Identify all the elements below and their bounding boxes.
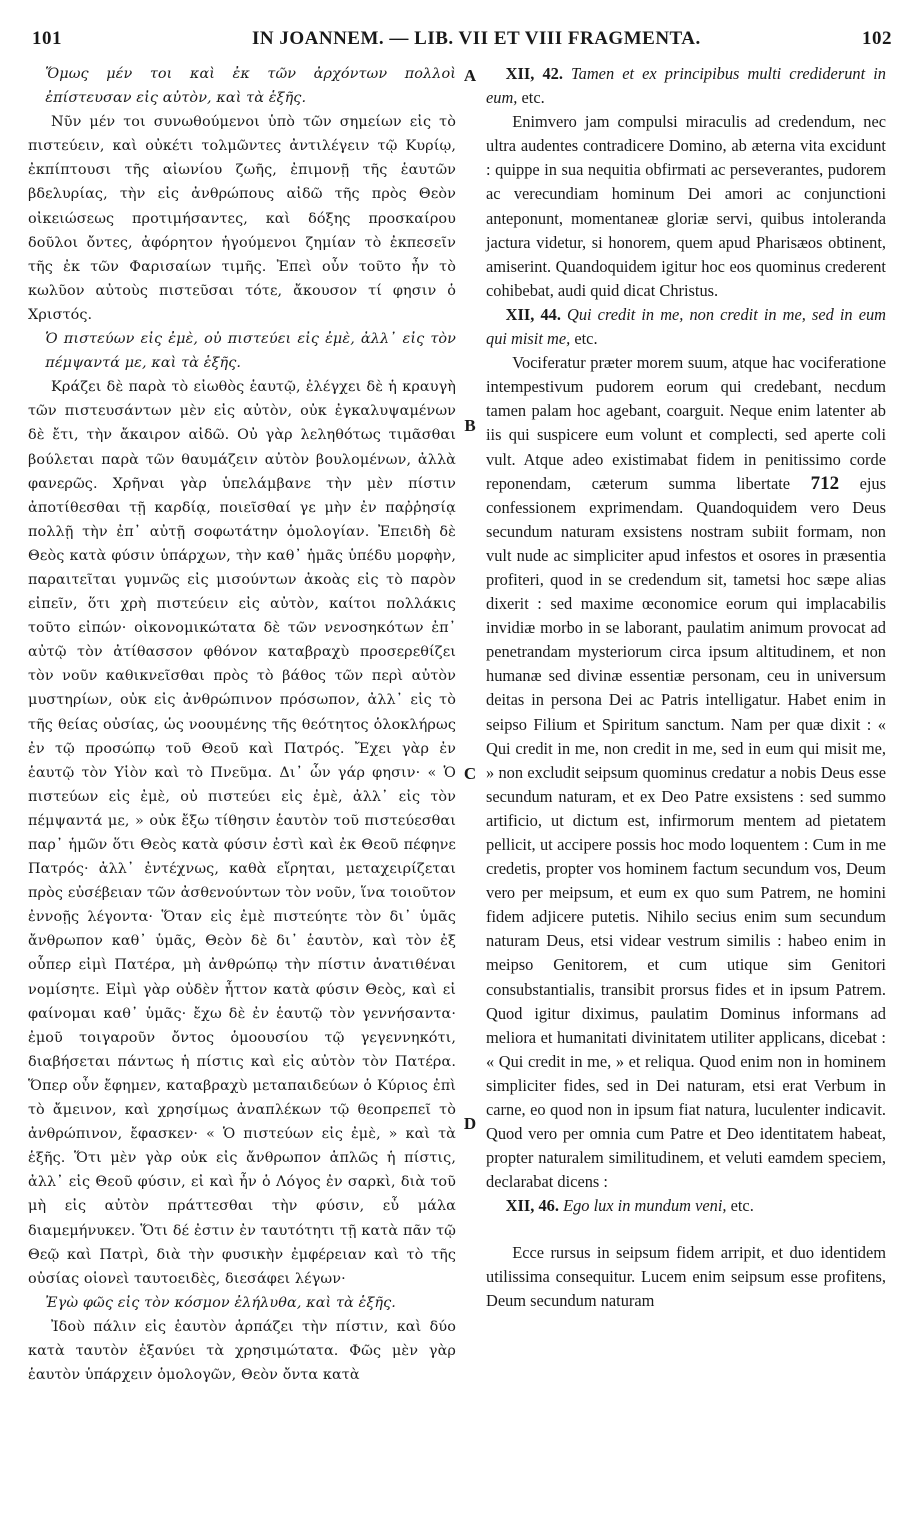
greek-paragraph: Ἰδοὺ πάλιν εἰς ἑαυτὸν ἁρπάζει τὴν πίστιν, καὶ δύο κατὰ ταυτὸν ἐξανύει τὰ χρησιμώτατα. Φῶς μὲν γὰρ ἑαυτὸν ὑπάρχειν ὁμολογῶν, Θεὸν ὄντα κατὰ (28, 1318, 456, 1384)
margin-letter-b: B (464, 416, 476, 435)
latin-paragraph (486, 351, 886, 1194)
greek-paragraph: Νῦν μέν τοι συνωθούμενοι ὑπὸ τῶν σημείων εἰς τὸ πιστεύειν, καὶ οὐκέτι τολμῶντες ἀντιλέγειν τῷ Κυρίῳ, ἐκπίπτουσι τῆς αἰωνίου ζωῆς, ἐπιμονῇ τῆς ἑαυτῶν βδελυρίας, τὴν εἰς ἀνθρώπους αἰδῶ τῆς πρὸς Θεὸν οἰκειώσεως προτιμήσαντες, καὶ δόξης προσκαίρου δοῦλοι ὄντες, ἀφόρητον ἡγούμενοι ζημίαν τὸ ἐκπεσεῖν τῆς ἐκ τῶν Φαρισαίων τιμῆς. Ἐπεὶ οὖν τοῦτο ἦν τὸ κωλῦον αὐτοὺς πιστεῦσαι τότε, ἄκουσον τί φησιν ὁ Χριστός. (28, 114, 456, 323)
latin-lemma (486, 62, 886, 110)
latin-column (486, 62, 886, 1313)
lemma-etc: etc. (730, 1196, 754, 1216)
page-number-right: 102 (862, 28, 892, 49)
margin-letter-a: A (463, 66, 477, 85)
greek-lemma-text: Ὅμως μέν τοι καὶ ἐκ τῶν ἀρχόντων πολλοὶ ἐπίστευσαν εἰς αὐτὸν, καὶ τὰ ἑξῆς. (45, 66, 456, 107)
latin-lemma-text: Qui credit in me, non credit in me, sed in eum qui misit me, (486, 304, 886, 349)
running-title: IN JOANNEM. — LIB. VII ET VIII FRAGMENTA. (252, 28, 701, 49)
latin-lemma (486, 1194, 886, 1218)
latin-lemma-text: Ego lux in mundum veni, (563, 1196, 727, 1216)
greek-lemma (28, 1291, 456, 1315)
page-header (32, 28, 892, 64)
latin-paragraph: Enimvero jam compulsi miraculis ad credendum, nec ultra audentes contradicere Domino, ab æterna vita excidunt : quippe in sua nequitia obfirmati ac perseverantes, pudorem ac verecundiam hominum Dei amori ac conjunctioni anteponunt, momentaneæ gloriæ servi, quibus intoleranda jactura videtur, si honorem, quem apud Pharisæos obtinent, amiserint. Quandoquidem igitur hoc eos quominus crederent cohibebat, audi quid dicat Christus. (486, 112, 886, 300)
verse-reference: XII, 46. (505, 1196, 559, 1216)
latin-lemma (486, 303, 886, 351)
page-number-left: 101 (32, 28, 62, 49)
greek-lemma (28, 62, 456, 110)
margin-letter-d: D (463, 1114, 477, 1133)
greek-paragraph: Κράζει δὲ παρὰ τὸ εἰωθὸς ἑαυτῷ, ἐλέγχει δὲ ἡ κραυγὴ τῶν πιστευσάντων μὲν εἰς αὐτὸν, οὐκ ἐγκαλυψαμένων δὲ ἔτι, τὴν ἄκαιρον αἰδῶ. Οὐ γὰρ λεληθότως τιμᾶσθαι βούλεται παρὰ τῶν θαυμάζειν αὐτὸν βουλομένων, ἀλλὰ φανερῶς. Χρῆναι γὰρ ὑπελάμβανε τὴν μὲν πίστιν ἀποτίθεσθαι τῇ καρδίᾳ, ποιεῖσθαί γε μὴν ἐν παῤῥησίᾳ πολλῇ τὴν ἐπ᾽ αὐτῇ σοφωτάτην ὁμολογίαν. Ἐπειδὴ δὲ Θεὸς κατὰ φύσιν ὑπάρχων, τὴν καθ᾽ ἡμᾶς ὑπέδυ μορφὴν, παραιτεῖται γυμνῶς εἰς μισούντων ἀκοὰς εἰς τὸ παρὸν εἰπεῖν, ὅτι χρὴ πιστεύειν εἰς αὐτὸν, καίτοι πολλάκις τοῦτο εἰπών· οἰκονομικώτατα δὲ τῶν νενοσηκότων ἐπ᾽ αὐτῷ τὸν ἀτίθασσον φθόνον καταβραχὺ προσερεθίζει τὸν νοῦν καθικνεῖσθαι πρὸς τὸ βάθος τῶν περὶ αὐτὸν μυστηρίων, οὐκ εἰς ἀνθρώπινον πρόσωπον, ἀλλ᾽ εἰς τὸ τῆς θείας οὐσίας, ὡς νοουμένης τῆς θεότητος ὁλοκλήρως ἐν τῷ προσώπῳ τοῦ Θεοῦ καὶ Πατρός. Ἔχει γὰρ ἐν ἑαυτῷ τὸν Υἱὸν καὶ τὸ Πνεῦμα. Δι᾽ ὧν γάρ φησιν· « Ὁ πιστεύων εἰς ἐμὲ, οὐ πιστεύει εἰς ἐμὲ, ἀλλ᾽ εἰς τὸν πέμψαντά με, » οὐκ ἔξω τίθησιν ἑαυτὸν τοῦ πιστεύεσθαι παρ᾽ ἡμῶν ὅτι Θεὸς κατὰ φύσιν ἐστὶ καὶ ἐκ Θεοῦ πέφηνε Πατρός· ἀλλ᾽ ἐντέχνως, καθὰ εἴρηται, μεταχειρίζεται πρὸς εὐσέβειαν τῶν ἀσθενούντων τὸν νοῦν, ἵνα τοιοῦτον ἐννοῇς λέγοντα· Ὅταν εἰς ἐμὲ πιστεύητε τὸν δι᾽ ὑμᾶς ἄνθρωπον καθ᾽ ὑμᾶς, Θεὸν δὲ δι᾽ ἑαυτὸν, καὶ τὸν ἐξ οὗπερ εἰμὶ Πατέρα, μὴ ἀνθρώπῳ τὴν πίστιν ἀνατιθέναι νομίσητε. Εἰμὶ γὰρ οὐδὲν ἧττον κατὰ φύσιν Θεὸς, καὶ εἰ φαίνομαι καθ᾽ ὑμᾶς· ἔχω δὲ ἐν ἑαυτῷ τὸν γεννήσαντα· ἐμοῦ τοιγαροῦν ὄντος ὁμοουσίου τῷ γεγεννηκότι, διαβήσεται πάντως ἡ πίστις καὶ εἰς αὐτὸν τὸν Πατέρα. Ὅπερ οὖν ἔφημεν, καταβραχὺ μεταπαιδεύων ὁ Κύριος ἐπὶ τὸ ἄμεινον, καὶ χρησίμως ἀναπλέκων τῷ θεοπρεπεῖ τὸ ἀνθρώπινον, ἔφασκεν· « Ὁ πιστεύων εἰς ἐμὲ, » καὶ τὰ ἑξῆς. Ὅτι μὲν γὰρ οὐκ εἰς ἄνθρωπον ἁπλῶς ἡ πίστις, ἀλλ᾽ εἰς Θεοῦ φύσιν, εἰ καὶ ἦν ὁ Λόγος ἐν σαρκὶ, διὰ τοῦ μὴ εἰς αὐτὸν πράττεσθαι τὴν φύσιν, εὖ μάλα διαμεμήνυκεν. Ὅτι δέ ἐστιν ἐν ταυτότητι τῇ κατὰ πᾶν τῷ Θεῷ καὶ Πατρὶ, διὰ τὴν φυσικὴν ἐμφέρειαν καὶ τὸ τῆς οὐσίας οἱονεὶ ταυτοειδὲς, διεσάφει λέγων· (28, 379, 456, 1287)
greek-lemma-text: Ὁ πιστεύων εἰς ἐμὲ, οὐ πιστεύει εἰς ἐμὲ, ἀλλ᾽ εἰς τὸν πέμψαντά με, καὶ τὰ ἑξῆς. (45, 331, 456, 372)
greek-lemma (28, 327, 456, 375)
lemma-etc: etc. (574, 329, 598, 349)
latin-paragraph-text: Vociferatur præter morem suum, atque hac vociferatione intempestivum pudorem eorum qui credebant, necdum tamen palam hoc agebant, coarguit. Neque enim latenter ab iis qui suspicere eum volunt et complecti, sed aperte coli vult. Atque adeo existimabat fidem in penitissimo corde reponendam, cæterum summa libertate (486, 353, 886, 493)
column-number: 712 (810, 472, 840, 494)
latin-paragraph-text: ejus confessionem exprimendam. Quandoquidem vero Deus secundum naturam exsistens nostram subiit formam, non vult nude ac simpliciter apud infestos et osores in præsentia profiteri, quod in se credendum sit, tametsi hoc sæpe alias dixerit : sed maxime œconomice eorum qui implacabilis invidiæ morbo in se laborant, paulatim animum provocat ad penetrandam mysteriorum circa ipsum altitudinem, et non humanæ sed divinæ essentiæ personam, ceu in universum deitas in persona Dei ac Patris intelligatur. Habet enim in seipso Filium et Spiritum sanctum. Nam per quæ dixit : « Qui credit in me, non credit in me, sed in eum qui misit me, » non excludit seipsum quominus credatur a nobis Deus esse secundum naturam, et ex Deo Patre exsistens : sed summo artificio, ut dictum est, infirmorum mentem ad pietatem pellicit, ut accipere possis hoc modo loquentem : Cum in me credetis, propter vos hominem factum secundum vos, Deum vero per meipsum, et eum ex quo sum Patrem, ne homini fidem adjicere putetis. Nihilo secius enim sum secundum naturam Deus, etsi videar vestrum similis : habeo enim in meipso Genitorem, et cum utique sim Genitori consubstantialis, transibit prorsus fides et in ipsum Patrem. Quod igitur diximus, paulatim Dominus informans ad meliora et humanitati divinitatem utiliter applicans, dicebat : « Qui credit in me, » et reliqua. Quod enim non in hominem simpliciter fides, sed in Dei naturam, etsi erat Verbum in carne, eo quod non in ipsum fiat natura, luculenter indicavit. Quod vero per omnia cum Patre et Deo identitatem habeat, propter naturalem similitudinem, et veluti eamdem speciem, declarabat dicens : (486, 473, 886, 1192)
latin-lemma-text: Tamen et ex principibus multi crediderunt in eum, (486, 64, 886, 108)
lemma-etc: etc. (521, 88, 545, 108)
verse-reference: XII, 42. (505, 64, 563, 83)
verse-reference: XII, 44. (505, 304, 561, 324)
greek-lemma-text: Ἐγὼ φῶς εἰς τὸν κόσμον ἐλήλυθα, καὶ τὰ ἑξῆς. (45, 1294, 396, 1311)
margin-letter-c: C (463, 764, 477, 783)
latin-paragraph: Ecce rursus in seipsum fidem arripit, et duo identidem utilissima consequitur. Lucem enim seipsum esse profitens, Deum secundum naturam (486, 1242, 886, 1310)
greek-column (28, 62, 456, 1387)
